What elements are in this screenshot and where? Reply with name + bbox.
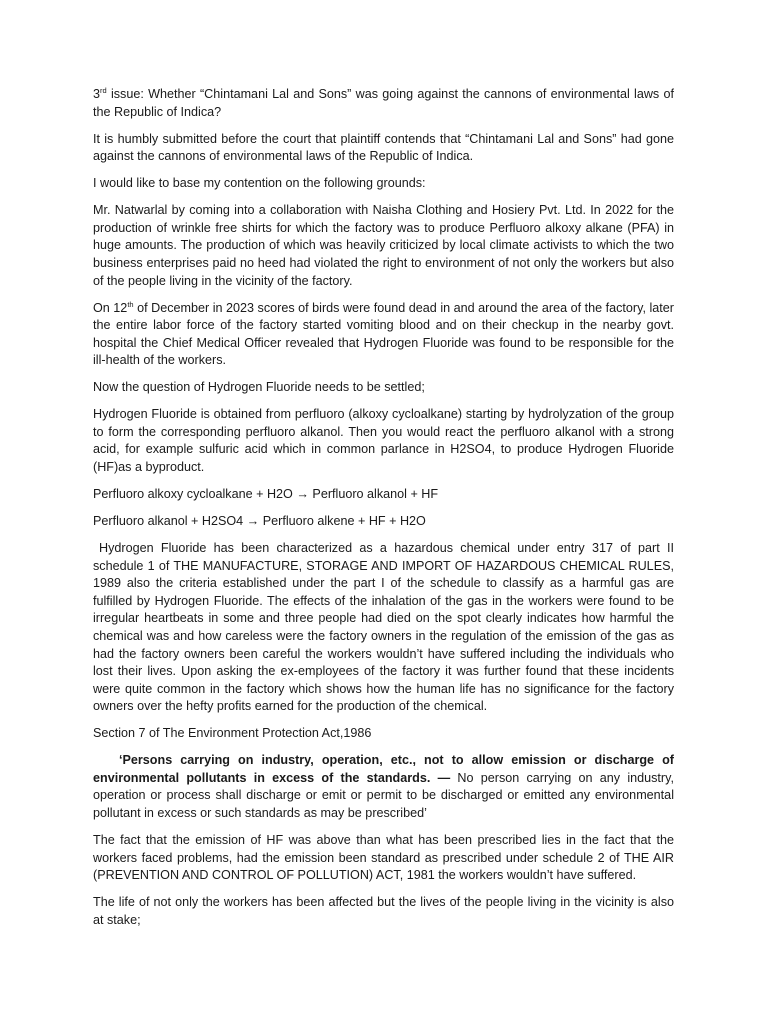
document-page bbox=[93, 86, 674, 939]
incident-paragraph bbox=[93, 300, 674, 370]
chemical-equation-1: Perfluoro alkoxy cycloalkane + H2O → Perfluoro alkanol + HF bbox=[93, 487, 439, 502]
submission-paragraph: It is humbly submitted before the court that plaintiff contends that “Chintamani Lal and Sons” had gone against the cannons of environmental laws of the Republic of Indica. bbox=[93, 131, 674, 164]
incident-date-prefix: On 12 bbox=[93, 300, 128, 315]
emission-fact-paragraph: The fact that the emission of HF was above than what has been prescribed lies in the fact that the workers faced problems, had the emission been standard as prescribed under schedule 2 of THE AIR (PREVENTION AND CONTROL OF POLLUTION) ACT, 1981 the workers wouldn’t have suffered. bbox=[93, 833, 674, 883]
statute-quote bbox=[93, 752, 674, 822]
closing-paragraph: The life of not only the workers has been affected but the lives of the people living in the vicinity is also at stake; bbox=[93, 895, 674, 927]
issue-text: issue: Whether “Chintamani Lal and Sons” was going against the cannons of environmental laws of the Republic of Indica? bbox=[93, 87, 674, 119]
issue-heading bbox=[93, 86, 674, 121]
incident-text: of December in 2023 scores of birds were found dead in and around the area of the factory, later the entire labor force of the factory started vomiting blood and on their checkup in the nearby govt. hospital the Chief Medical Officer revealed that Hydrogen Fluoride was found to be responsible for the ill-health of the workers. bbox=[93, 300, 674, 368]
section-heading: Section 7 of The Environment Protection Act,1986 bbox=[93, 726, 372, 741]
issue-ordinal-suffix: rd bbox=[100, 85, 107, 95]
hazard-paragraph: Hydrogen Fluoride has been characterized as a hazardous chemical under entry 317 of part II schedule 1 of THE MANUFACTURE, STORAGE AND IMPORT OF HAZARDOUS CHEMICAL RULES, 1989 also the criteria established under the part I of the schedule to classify as a harmful gas are fulfilled by Hydrogen Fluoride. The effects of the inhalation of the gas in the workers were found to be irregular heartbeats in some and three people had died on the spot clearly indicates how harmful the chemical was and how careless were the factory owners in the regulation of the emission of the gas as had the factory owners been careful the workers wouldn’t have suffered including the individuals who lost their lives. Upon asking the ex-employees of the factory it was further found that these incidents were quite common in the factory which shows how the human life has no significance for the factory owners over the hefty profits earned for the production of the chemical. bbox=[93, 540, 674, 714]
grounds-intro-paragraph: I would like to base my contention on the following grounds: bbox=[93, 176, 426, 191]
chemical-equation-2: Perfluoro alkanol + H2SO4 → Perfluoro alkene + HF + H2O bbox=[93, 514, 426, 528]
issue-number: 3 bbox=[93, 87, 101, 101]
statute-quote-heading: ‘Persons carrying on industry, operation, etc., not to allow emission or discharge of environmental pollutants in excess of the standards. — bbox=[93, 753, 674, 785]
hf-process-paragraph: Hydrogen Fluoride is obtained from perfluoro (alkoxy cycloalkane) starting by hydrolyzation of the group to form the corresponding perfluoro alkanol. Then you would react the perfluoro alkanol with a strong acid, for example sulfuric acid which in common parlance in H2SO4, to produce Hydrogen Fluoride (HF)as a byproduct. bbox=[93, 407, 674, 475]
collaboration-paragraph: Mr. Natwarlal by coming into a collaboration with Naisha Clothing and Hosiery Pvt. Ltd. In 2022 for the production of wrinkle free shirts for which the factory was to produce Perfluoro alkoxy alkane (PFA) in huge amounts. The production of which was heavily criticized by local climate activists to which the two business enterprises paid no heed had violated the right to environment of not only the workers but also of the people living in the vicinity of the factory. bbox=[93, 203, 674, 288]
incident-ordinal-suffix: th bbox=[127, 299, 134, 309]
question-paragraph: Now the question of Hydrogen Fluoride needs to be settled; bbox=[93, 380, 425, 395]
statute-quote-text: No person carrying on any industry, operation or process shall discharge or emit or permit to be discharged or emitted any environmental pollutant in excess or such standards as may be prescribed’ bbox=[93, 770, 674, 821]
